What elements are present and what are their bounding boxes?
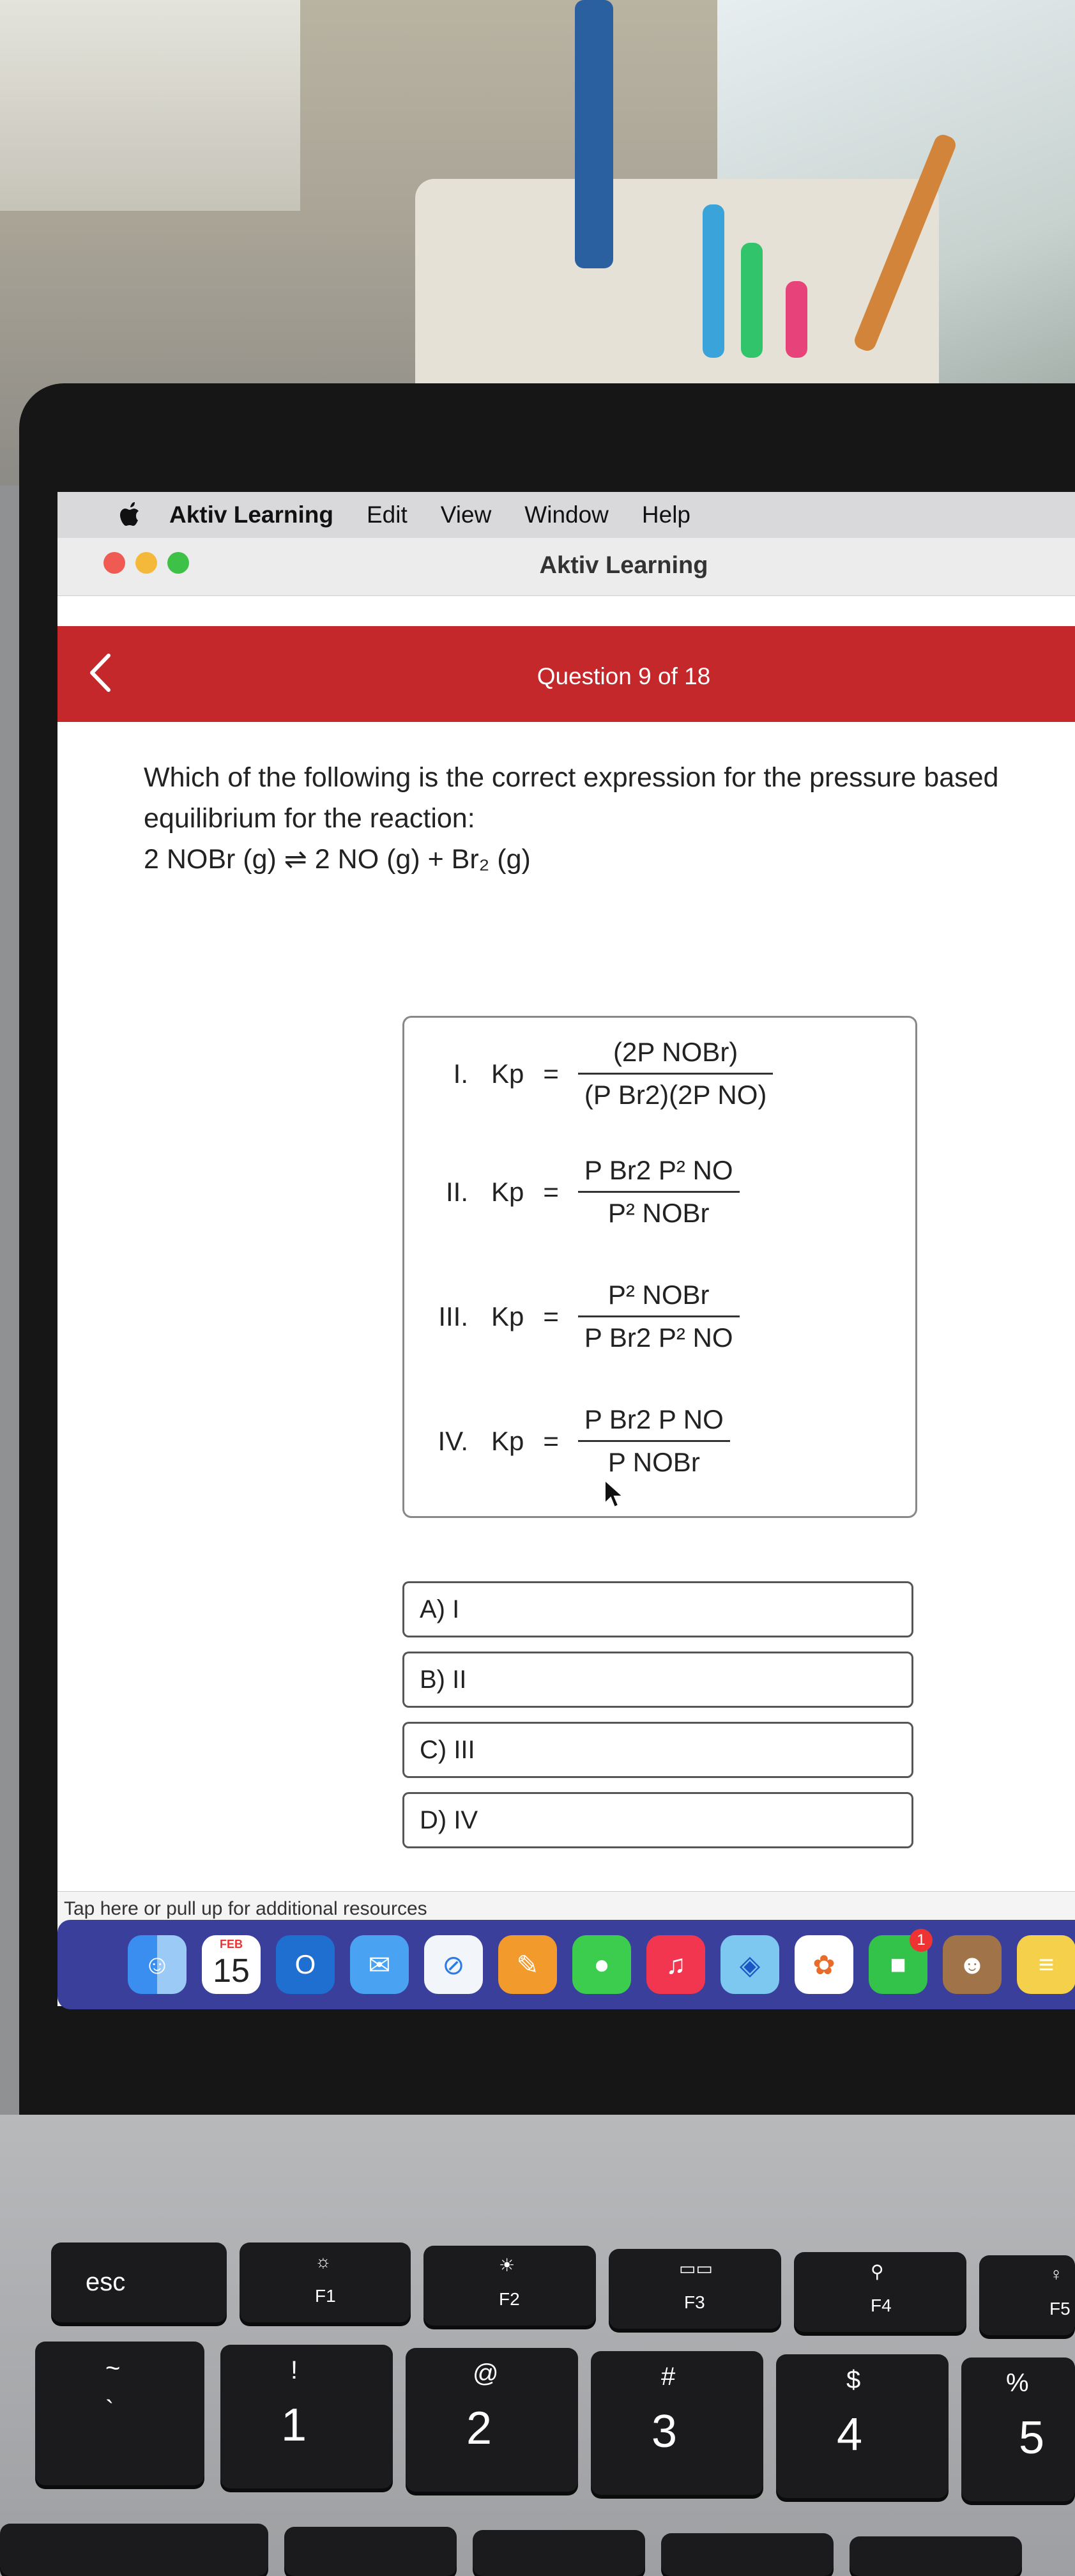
laptop-keyboard [0,2115,1075,2576]
numerator: P² NOBr [607,1280,710,1310]
answer-option-b[interactable]: B) II [402,1652,913,1708]
f4-label: F4 [871,2296,892,2315]
pen [575,0,613,268]
music-icon[interactable]: ♫ [646,1935,705,1994]
question-header [57,626,1075,722]
formula-row [404,1037,773,1110]
key-3-label: 3 [652,2406,678,2457]
tab-key[interactable] [0,2524,268,2576]
answer-option-d[interactable]: D) IV [402,1792,913,1848]
window-title: Aktiv Learning [539,552,708,579]
outlook-icon[interactable]: O [276,1935,335,1994]
numerator: P Br2 P NO [584,1404,724,1434]
f2-key[interactable] [423,2246,596,2326]
contacts-icon[interactable]: ☻ [943,1935,1002,1994]
f4-key[interactable] [794,2252,966,2332]
calendar-month: FEB [220,1938,243,1951]
backtick-label: ` [105,2396,114,2424]
question-text: Which of the following is the correct expression for the pressure based equilibrium for the reaction: [144,762,999,834]
menu-window[interactable]: Window [524,502,609,528]
backtick-key[interactable] [35,2342,204,2485]
notes-icon[interactable]: ≡ [1017,1935,1075,1994]
photos-icon[interactable]: ✿ [795,1935,853,1994]
brightness-down-icon: ☼ [315,2251,332,2271]
brightness-up-icon: ☀ [499,2255,515,2275]
menu-app-name[interactable]: Aktiv Learning [169,502,333,528]
mail-icon[interactable]: ✉ [350,1935,409,1994]
spotlight-search-icon: ⚲ [871,2262,884,2281]
formula-row [404,1404,730,1478]
formula-row [404,1280,740,1353]
hash-label: # [661,2363,676,2391]
denominator: (P Br2)(2P NO) [584,1080,767,1110]
equals-sign: = [543,1425,559,1456]
key-4[interactable] [776,2354,949,2498]
denominator: P Br2 P² NO [584,1322,733,1353]
formula-row [404,1155,740,1229]
denominator: P² NOBr [607,1198,710,1228]
kp-symbol: Kp [491,1425,524,1456]
menu-edit[interactable]: Edit [367,502,408,528]
numerator: (2P NOBr) [613,1037,738,1067]
messages-icon[interactable]: ● [572,1935,631,1994]
f3-label: F3 [684,2292,705,2312]
kp-symbol: Kp [491,1058,524,1089]
safari-icon[interactable]: ⊘ [424,1935,483,1994]
formula-options-box [402,1016,917,1518]
numerator: P Br2 P² NO [584,1155,733,1185]
menu-help[interactable]: Help [641,502,691,528]
screen [57,492,1075,2006]
dollar-label: $ [846,2366,861,2394]
pen [703,204,724,358]
answer-option-a[interactable]: A) I [402,1581,913,1637]
key-2-label: 2 [466,2403,492,2454]
f3-key[interactable] [609,2249,781,2329]
glass-object [0,0,300,211]
q-key[interactable] [284,2527,457,2576]
key-5[interactable] [961,2358,1075,2501]
formula-numeral: III. [438,1301,468,1331]
denominator: P NOBr [607,1447,700,1477]
w-key[interactable] [473,2530,645,2576]
equals-sign: = [543,1301,559,1331]
question-prompt [144,757,1075,880]
mission-control-icon: ▭▭ [679,2258,713,2278]
answer-option-c[interactable]: C) III [402,1722,913,1778]
key-1[interactable] [220,2345,393,2488]
key-2[interactable] [406,2348,578,2492]
fraction [578,1037,774,1110]
menu-bar [57,492,1075,538]
f1-label: F1 [315,2286,336,2306]
f2-label: F2 [499,2289,520,2309]
e-key[interactable] [661,2533,834,2576]
kp-symbol: Kp [491,1176,524,1207]
f5-key[interactable] [979,2255,1075,2335]
facetime-badge: 1 [910,1929,933,1952]
pen [741,243,763,358]
pen [786,281,807,358]
key-3[interactable] [591,2351,763,2495]
percent-label: % [1006,2369,1029,2397]
key-4-label: 4 [837,2409,863,2460]
fraction [578,1404,730,1478]
menu-view[interactable]: View [440,502,492,528]
facetime-icon[interactable]: ■ 1 [869,1935,927,1994]
f5-label: F5 [1049,2299,1071,2319]
formula-numeral: I. [453,1058,468,1089]
question-counter: Question 9 of 18 [537,663,711,689]
dock [57,1920,1075,2009]
pages-icon[interactable]: ✎ [498,1935,557,1994]
calendar-icon[interactable] [202,1935,261,1994]
apple-icon[interactable] [118,501,144,529]
fraction [578,1280,740,1353]
kp-symbol: Kp [491,1301,524,1331]
at-label: @ [473,2359,499,2388]
mouse-cursor-icon [604,1479,625,1510]
formula-numeral: IV. [438,1425,468,1456]
finder-icon[interactable]: ☺ [128,1935,187,1994]
key-1-label: 1 [281,2400,307,2451]
formula-numeral: II. [445,1176,468,1207]
maps-icon[interactable]: ◈ [720,1935,779,1994]
dictation-icon: ♀ [1049,2264,1063,2284]
fraction [578,1155,740,1229]
esc-key[interactable] [51,2242,227,2322]
equals-sign: = [543,1058,559,1089]
resources-pull-up[interactable]: Tap here or pull up for additional resources [57,1891,1075,1929]
tilde-label: ~ [105,2354,121,2382]
reaction-equation: 2 NOBr (g) ⇌ 2 NO (g) + Br₂ (g) [144,844,531,875]
r-key[interactable] [850,2536,1022,2576]
calendar-day: 15 [213,1952,250,1989]
f1-key[interactable] [240,2242,411,2322]
key-5-label: 5 [1019,2412,1045,2464]
esc-label: esc [86,2268,126,2296]
exclamation-label: ! [291,2356,298,2384]
equals-sign: = [543,1176,559,1207]
window-titlebar [57,538,1075,596]
